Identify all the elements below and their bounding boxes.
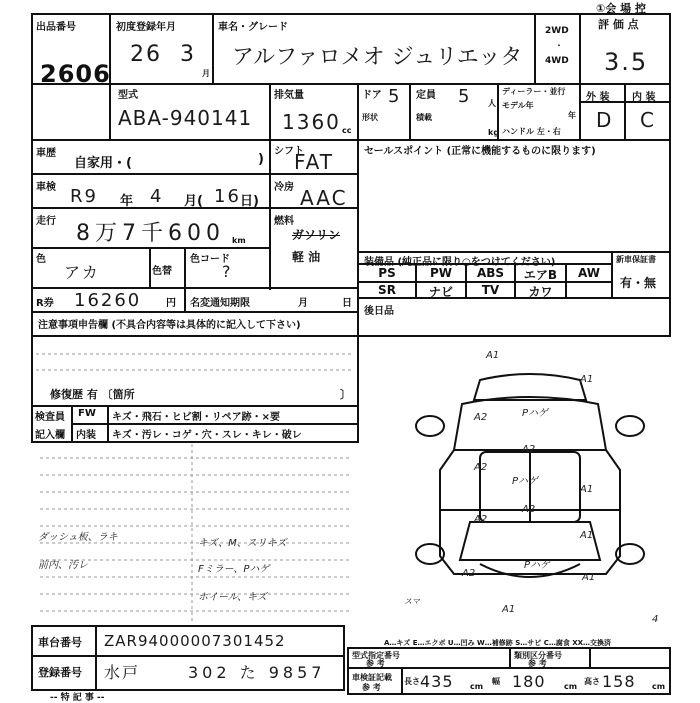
model-name-label: 車名・グレード [218, 22, 288, 33]
inspection-year-unit: 年 [120, 194, 134, 209]
equip-aw: AW [578, 266, 600, 280]
registration-number: 302 た 9857 [188, 663, 326, 682]
map-a1-right-mid: A1 [580, 484, 594, 495]
doors-value: 5 [388, 86, 402, 107]
map-a1-right-low: A1 [580, 530, 594, 541]
height-value: 158 [602, 672, 636, 691]
name-change-month: 月 [298, 298, 308, 309]
footer-partial: -- 特 記 事 -- [50, 693, 105, 703]
shape-label: 形状 [362, 113, 378, 122]
map-four: 4 [652, 614, 659, 625]
first-reg-month-unit: 月 [202, 69, 210, 78]
color-value: アカ [64, 263, 100, 282]
name-change-day: 日 [342, 298, 352, 309]
map-suma: スマ [404, 597, 420, 606]
recycle-label: R券 [36, 298, 54, 309]
dealer-label: ディーラー・並行 [502, 87, 566, 96]
interior-label: 内 装 [632, 92, 656, 103]
equip-airbag: エアB [523, 268, 558, 282]
drive-dot: ・ [555, 41, 563, 50]
height-label: 高さ [584, 677, 600, 686]
capacity-label: 定員 [416, 90, 436, 101]
damage-legend: A…キズ E…エクボ U…凹み W…補修跡 S…サビ C…腐食 XX…交換済 [384, 639, 612, 647]
equip-abs: ABS [476, 266, 505, 280]
length-value: 435 [420, 672, 454, 691]
displacement-value: 1360 [282, 110, 341, 134]
drive-4wd: 4WD [545, 56, 569, 66]
equip-leather: カワ [528, 285, 553, 299]
map-phage-trunk: Pハゲ [524, 560, 551, 571]
interior-defects: キズ・汚レ・コゲ・穴・スレ・キレ・破レ [112, 430, 302, 441]
mileage-label: 走行 [36, 216, 56, 227]
inspection-day: 16 [214, 186, 241, 207]
recycle-value: 16260 [74, 290, 142, 311]
map-a2-left-top: A2 [474, 412, 488, 423]
map-a2-center-low: A2 [522, 504, 536, 515]
later-date-label: 後日品 [364, 306, 394, 317]
height-unit: cm [652, 682, 666, 691]
dims-cert-label: 車検証記載 [352, 673, 392, 682]
map-a1-right-top: A1 [580, 374, 594, 385]
width-unit: cm [564, 682, 578, 691]
equipment-label: 装備品 (純正品に限り○をつけてください) [364, 257, 556, 268]
chassis-label: 車台番号 [38, 636, 82, 649]
map-a1-bottom: A1 [502, 604, 516, 615]
history-close: ) [258, 152, 264, 167]
fuel-diesel: 軽 油 [292, 250, 321, 264]
venue-copy-label: ①会 場 控 [596, 2, 646, 15]
map-a1-right-bottom: A1 [582, 572, 596, 583]
inspector-entry-label: 記入欄 [35, 430, 65, 441]
map-a2-left-bottom: A2 [462, 568, 476, 579]
score-value: 3.5 [604, 48, 649, 76]
ac-value: AAC [300, 186, 348, 210]
displacement-label: 排気量 [274, 90, 304, 101]
fw-label: FW [78, 408, 96, 419]
sales-point-label: セールスポイント (正常に機能するものに限ります) [364, 146, 596, 157]
interior-defect-label: 内装 [76, 430, 96, 441]
note-right-3: ホイール、キズ [198, 592, 267, 603]
fw-defects: キズ・飛石・ヒビ割・リペア跡・×要 [112, 412, 280, 423]
history-label: 車歴 [36, 148, 56, 159]
map-phage-hood: Pハゲ [522, 408, 549, 419]
history-value: 自家用・( [74, 156, 132, 171]
lot-label: 出品番号 [36, 22, 76, 33]
first-reg-label: 初度登録年月 [116, 22, 176, 33]
interior-grade: C [640, 108, 656, 132]
ac-label: 冷房 [274, 182, 294, 193]
shift-label: シフト [274, 146, 304, 157]
mileage-value: 8万7千600 [76, 221, 225, 246]
drive-2wd: 2WD [545, 26, 569, 36]
model-year-unit: 年 [568, 111, 576, 120]
inspection-year: 4 [150, 186, 164, 207]
length-unit: cm [470, 682, 484, 691]
registration-label: 登録番号 [38, 666, 82, 679]
model-name-value: アルファロメオ ジュリエッタ [232, 45, 523, 70]
equip-pw: PW [429, 266, 453, 280]
inspection-day-unit: 日) [240, 194, 259, 209]
handle-label: ハンドル 左・右 [502, 127, 561, 136]
inspector-label: 検査員 [35, 412, 65, 423]
exterior-grade: D [596, 108, 614, 132]
type-spec-label: 型式指定番号 [352, 651, 400, 660]
lot-number: 2606 [40, 60, 111, 88]
type-spec-sub: 参 考 [366, 659, 385, 668]
type-value: ABA-940141 [118, 106, 253, 130]
type-label: 型式 [118, 90, 138, 101]
note-left-2: 前内、汚レ [38, 560, 88, 571]
displacement-unit: cc [342, 126, 352, 135]
model-year-label: モデル年 [502, 101, 534, 110]
score-label: 評 価 点 [598, 18, 639, 31]
exterior-label: 外 装 [586, 92, 610, 103]
registration-place: 水戸 [104, 663, 141, 682]
repair-bracket: 〕 [340, 388, 351, 401]
equip-navi: ナビ [428, 285, 453, 299]
recycle-unit: 円 [166, 298, 176, 309]
note-right-2: Fミラー、Pハゲ [198, 564, 270, 575]
first-reg-month: 3 [180, 42, 196, 67]
inspection-month-unit: 月( [184, 194, 203, 209]
map-a2-left-mid: A2 [474, 462, 488, 473]
chassis-value: ZAR94000007301452 [104, 632, 286, 650]
dims-cert-sub: 参 考 [362, 683, 381, 692]
equip-ps: PS [378, 266, 396, 280]
inspection-label: 車検 [36, 182, 56, 193]
load-label: 積載 [416, 113, 432, 122]
map-phage-roof: Pハゲ [512, 476, 539, 487]
class-code-label: 類別区分番号 [514, 651, 562, 660]
name-change-label: 名変通知期限 [190, 298, 250, 309]
color-label: 色 [36, 254, 46, 265]
note-right-1: キズ、M、スリキズ [198, 538, 287, 549]
first-reg-year: 26 [130, 42, 162, 67]
shift-value: FAT [294, 150, 335, 174]
map-a1-top: A1 [486, 350, 500, 361]
capacity-value: 5 [458, 86, 472, 107]
equip-tv: TV [481, 283, 500, 297]
color-code-label: 色コード [190, 254, 230, 265]
map-a2-left-low: A2 [474, 514, 488, 525]
width-label: 幅 [492, 677, 500, 686]
doors-label: ドア [362, 90, 382, 101]
repair-history: 修復歴 有 〔箇所 [50, 388, 135, 401]
map-a2-center: A2 [522, 444, 536, 455]
load-unit: kg [488, 128, 500, 137]
color-code-value: ? [222, 262, 233, 281]
width-value: 180 [512, 672, 546, 691]
fuel-label: 燃料 [274, 216, 294, 227]
mileage-unit: km [232, 236, 246, 245]
warranty-value: 有・無 [620, 276, 657, 290]
length-label: 長さ [404, 677, 420, 686]
equip-sr: SR [378, 283, 396, 297]
color-change-label: 色替 [152, 266, 172, 277]
fuel-gasoline: ガソリン [292, 228, 341, 242]
inspection-era: R9 [70, 186, 98, 207]
class-code-sub: 参 考 [528, 659, 547, 668]
capacity-unit: 人 [488, 99, 496, 108]
note-left-1: ダッシュ板、ラキ [38, 532, 118, 543]
warranty-label: 新車保証書 [616, 255, 656, 264]
notes-label: 注意事項申告欄 (不具合内容等は具体的に記入して下さい) [38, 320, 301, 331]
